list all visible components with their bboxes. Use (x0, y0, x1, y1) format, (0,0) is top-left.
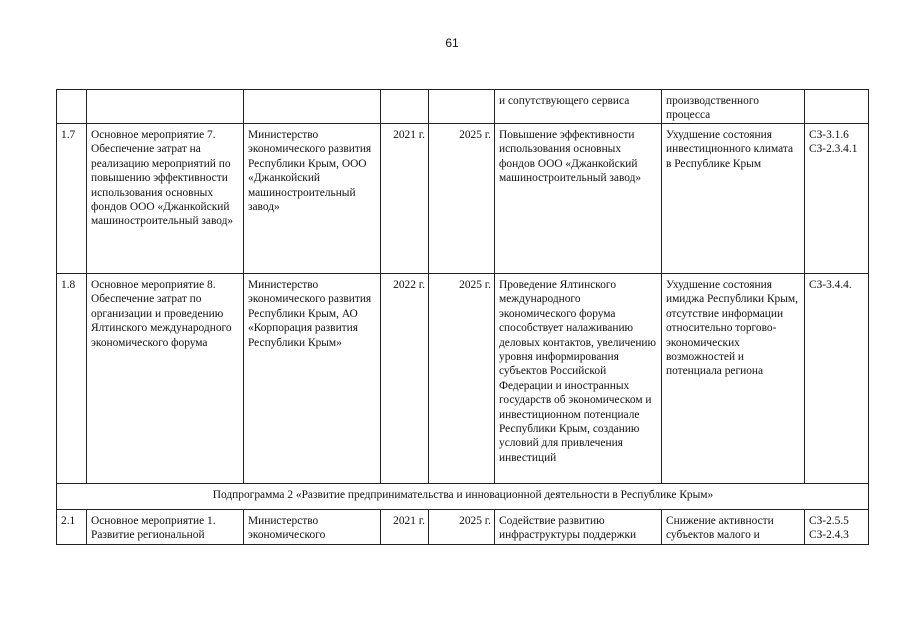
end-year (429, 90, 495, 124)
table-row (57, 124, 869, 274)
start-year: 2021 г. (381, 124, 429, 274)
measure-name: Основное мероприятие 1. Развитие региональной (87, 510, 244, 545)
start-year (381, 90, 429, 124)
executor (244, 90, 381, 124)
measure-name (87, 90, 244, 124)
row-number: 1.7 (57, 124, 87, 274)
table-row (57, 90, 869, 124)
end-year: 2025 г. (429, 124, 495, 274)
start-year: 2021 г. (381, 510, 429, 545)
non-implementation-consequence: производственного процесса (662, 90, 805, 124)
non-implementation-consequence: Снижение активности субъектов малого и (662, 510, 805, 545)
subprogram-header-row (57, 484, 869, 510)
expected-result: Проведение Ялтинского международного экономического форума способствует налаживанию деловых контактов, увеличению уровня информирования субъектов Российской Федерации и иностранных государств об экономическом и инвестиционном потенциале Республики Крым, созданию условий для привлечения инвестиций (495, 274, 662, 484)
page-number: 61 (445, 36, 459, 50)
table-row (57, 510, 869, 545)
row-number: 2.1 (57, 510, 87, 545)
row-number (57, 90, 87, 124)
non-implementation-consequence: Ухудшение состояния инвестиционного климата в Республике Крым (662, 124, 805, 274)
executor: Министерство экономического (244, 510, 381, 545)
subprogram-title: Подпрограмма 2 «Развитие предпринимательства и инновационной деятельности в Республике Крым» (57, 484, 869, 510)
non-implementation-consequence: Ухудшение состояния имиджа Республики Крым, отсутствие информации относительно торгово-экономических возможностей и потенциала региона (662, 274, 805, 484)
end-year: 2025 г. (429, 274, 495, 484)
measure-name: Основное мероприятие 8. Обеспечение затрат по организации и проведению Ялтинского международного экономического форума (87, 274, 244, 484)
indicator-link: СЗ-2.5.5 СЗ-2.4.3 (805, 510, 869, 545)
measures-table (56, 89, 869, 545)
indicator-link: СЗ-3.4.4. (805, 274, 869, 484)
start-year: 2022 г. (381, 274, 429, 484)
executor: Министерство экономического развития Республики Крым, АО «Корпорация развития Республики Крым» (244, 274, 381, 484)
row-number: 1.8 (57, 274, 87, 484)
expected-result: Содействие развитию инфраструктуры поддержки (495, 510, 662, 545)
indicator-link: СЗ-3.1.6 СЗ-2.3.4.1 (805, 124, 869, 274)
table-row (57, 274, 869, 484)
executor: Министерство экономического развития Республики Крым, ООО «Джанкойский машиностроительный завод» (244, 124, 381, 274)
measure-name: Основное мероприятие 7. Обеспечение затрат на реализацию мероприятий по повышению эффективности использования основных фондов ООО «Джанкойский машиностроительный завод» (87, 124, 244, 274)
end-year: 2025 г. (429, 510, 495, 545)
expected-result: Повышение эффективности использования основных фондов ООО «Джанкойский машиностроительный завод» (495, 124, 662, 274)
indicator-link (805, 90, 869, 124)
expected-result: и сопутствующего сервиса (495, 90, 662, 124)
